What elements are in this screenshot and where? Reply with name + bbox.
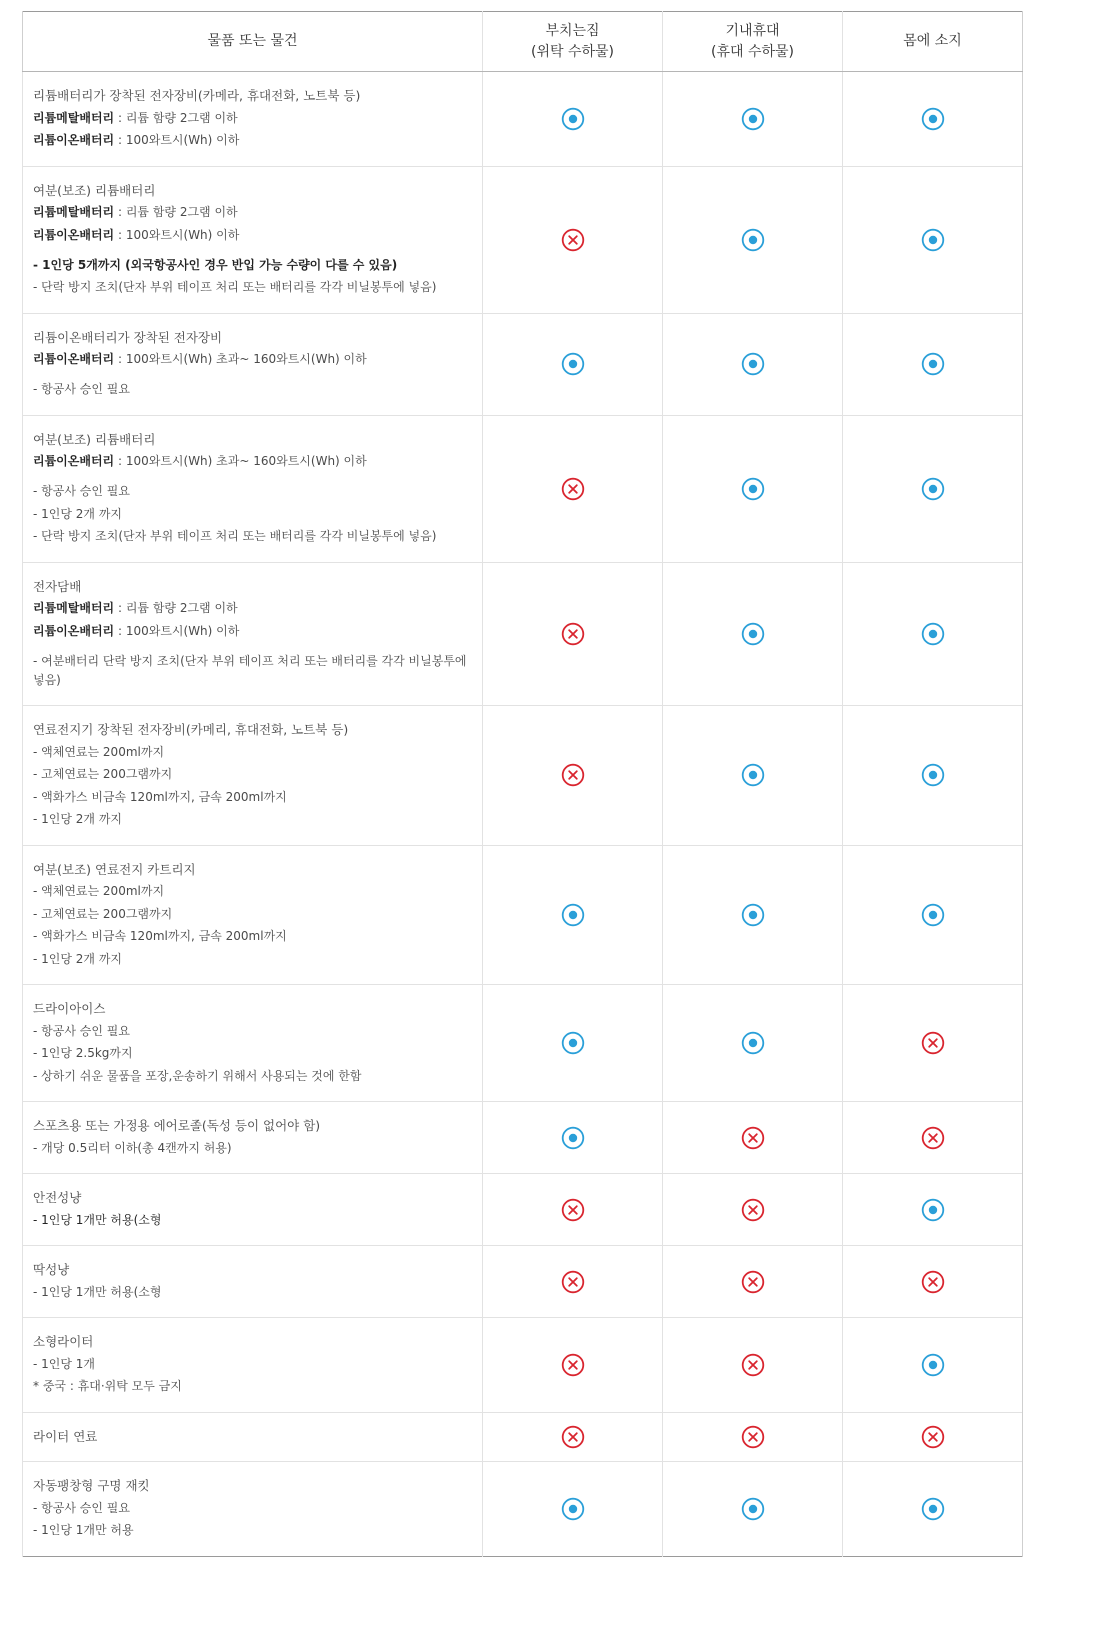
carry-on-status <box>663 706 843 846</box>
item-title: 전자담배 <box>33 578 82 594</box>
battery-type-label: 리튬메탈배터리 <box>33 110 115 125</box>
item-condition: - 1인당 2.5kg까지 <box>33 1046 133 1060</box>
forbidden-icon <box>741 1198 765 1222</box>
checked-baggage-status <box>483 1318 663 1413</box>
table-row <box>23 706 1023 846</box>
table-row <box>23 1102 1023 1174</box>
battery-spec-line <box>33 109 472 128</box>
item-condition: - 단락 방지 조치(단자 부위 테이프 처리 또는 배터리를 각각 비닐봉투에 넣음) <box>33 280 437 294</box>
on-person-status <box>843 1462 1023 1557</box>
item-description-cell <box>23 415 483 562</box>
battery-spec-line <box>33 350 472 369</box>
allowed-icon <box>561 1126 585 1150</box>
on-person-status <box>843 985 1023 1102</box>
on-person-status <box>843 72 1023 167</box>
forbidden-icon <box>741 1270 765 1294</box>
item-description-cell <box>23 1318 483 1413</box>
battery-spec-line <box>33 131 472 150</box>
item-condition: - 고체연료는 200그램까지 <box>33 767 173 781</box>
table-row <box>23 166 1023 313</box>
forbidden-icon <box>561 1198 585 1222</box>
forbidden-icon <box>741 1353 765 1377</box>
forbidden-icon <box>741 1126 765 1150</box>
allowed-icon <box>921 477 945 501</box>
allowed-icon <box>741 903 765 927</box>
allowed-icon <box>561 352 585 376</box>
allowed-icon <box>741 228 765 252</box>
item-condition: - 1인당 5개까지 (외국항공사인 경우 반입 가능 수량이 다를 수 있음) <box>33 257 398 272</box>
header-on-person <box>843 12 1023 72</box>
table-row <box>23 415 1023 562</box>
item-condition: - 액화가스 비금속 120ml까지, 금속 200ml까지 <box>33 929 287 943</box>
battery-limit-text: : 100와트시(Wh) 이하 <box>114 623 240 638</box>
item-description-cell <box>23 985 483 1102</box>
item-title: 연료전지기 장착된 전자장비(카메리, 휴대전화, 노트북 등) <box>33 722 349 737</box>
checked-baggage-status <box>483 313 663 415</box>
forbidden-icon <box>921 1425 945 1449</box>
on-person-status <box>843 313 1023 415</box>
checked-baggage-status <box>483 985 663 1102</box>
item-description-cell <box>23 562 483 706</box>
carry-on-status <box>663 1246 843 1318</box>
battery-limit-text: : 100와트시(Wh) 초과~ 160와트시(Wh) 이하 <box>114 454 367 468</box>
battery-spec-line <box>33 226 472 245</box>
item-condition: - 고체연료는 200그램까지 <box>33 906 173 921</box>
item-title: 리튬배터리가 장착된 전자장비(카메라, 휴대전화, 노트북 등) <box>33 88 361 103</box>
checked-baggage-status <box>483 1412 663 1462</box>
item-description-cell <box>23 706 483 846</box>
item-condition: - 개당 0.5리터 이하(총 4캔까지 허용) <box>33 1140 232 1155</box>
item-condition: * 중국 : 휴대·위탁 모두 금지 <box>33 1379 182 1393</box>
item-condition: - 1인당 2개 까지 <box>33 506 123 521</box>
table-row <box>23 985 1023 1102</box>
allowed-icon <box>921 1198 945 1222</box>
forbidden-icon <box>561 763 585 787</box>
table-row <box>23 72 1023 167</box>
allowed-icon <box>921 622 945 646</box>
carry-on-status <box>663 1462 843 1557</box>
battery-spec-line <box>33 599 472 618</box>
item-description-cell <box>23 1102 483 1174</box>
checked-baggage-status <box>483 1174 663 1246</box>
battery-type-label: 리튬메탈배터리 <box>33 601 115 615</box>
on-person-status <box>843 1174 1023 1246</box>
dangerous-goods-table <box>22 11 1023 1557</box>
forbidden-icon <box>561 1353 585 1377</box>
item-title: 소형라이터 <box>33 1334 94 1349</box>
checked-baggage-status <box>483 72 663 167</box>
forbidden-icon <box>561 622 585 646</box>
forbidden-icon <box>741 1425 765 1449</box>
battery-spec-line <box>33 452 472 471</box>
battery-limit-text: : 100와트시(Wh) 이하 <box>114 133 240 147</box>
item-condition: - 단락 방지 조치(단자 부위 테이프 처리 또는 배터리를 각각 비닐봉투에 넣음) <box>33 529 437 543</box>
battery-limit-text: : 리튬 함량 2그램 이하 <box>114 110 238 125</box>
allowed-icon <box>921 1353 945 1377</box>
allowed-icon <box>741 763 765 787</box>
item-description-cell <box>23 1246 483 1318</box>
item-condition: - 1인당 1개만 허용(소형 <box>33 1284 162 1299</box>
table-body <box>23 72 1023 1557</box>
checked-baggage-status <box>483 562 663 706</box>
item-condition: - 상하기 쉬운 물품을 포장,운송하기 위해서 사용되는 것에 한함 <box>33 1068 362 1083</box>
table-row <box>23 845 1023 985</box>
item-condition: - 액체연료는 200ml까지 <box>33 884 165 898</box>
table-header-row <box>23 12 1023 72</box>
item-title: 여분(보조) 리튬배터리 <box>33 431 156 447</box>
item-condition: - 액화가스 비금속 120ml까지, 금속 200ml까지 <box>33 789 287 804</box>
allowed-icon <box>741 107 765 131</box>
allowed-icon <box>921 352 945 376</box>
allowed-icon <box>561 1031 585 1055</box>
on-person-status <box>843 562 1023 706</box>
item-title: 라이터 연료 <box>33 1428 98 1444</box>
table-row <box>23 562 1023 706</box>
item-condition: - 항공사 승인 필요 <box>33 1500 130 1515</box>
item-condition: - 1인당 1개만 허용(소형 <box>33 1212 162 1227</box>
forbidden-icon <box>561 228 585 252</box>
allowed-icon <box>921 763 945 787</box>
battery-limit-text: : 리튬 함량 2그램 이하 <box>114 205 238 219</box>
carry-on-status <box>663 415 843 562</box>
table-row <box>23 1174 1023 1246</box>
header-checked-line1: 부치는짐 <box>545 22 600 39</box>
item-description-cell <box>23 1412 483 1462</box>
item-condition: - 1인당 1개 <box>33 1356 96 1371</box>
carry-on-status <box>663 72 843 167</box>
battery-type-label: 리튬이온배터리 <box>33 227 115 242</box>
item-description-cell <box>23 1462 483 1557</box>
header-checked-line2: (위탁 수하물) <box>531 43 614 60</box>
item-title: 안전성냥 <box>33 1190 82 1205</box>
allowed-icon <box>741 622 765 646</box>
carry-on-status <box>663 985 843 1102</box>
allowed-icon <box>921 228 945 252</box>
forbidden-icon <box>921 1031 945 1055</box>
header-carryon-line1: 기내휴대 <box>725 22 780 39</box>
item-condition: - 1인당 2개 까지 <box>33 812 123 826</box>
item-description-cell <box>23 845 483 985</box>
item-title: 딱성냥 <box>33 1262 70 1277</box>
allowed-icon <box>561 1497 585 1521</box>
item-description-cell <box>23 1174 483 1246</box>
item-title: 여분(보조) 연료전지 카트리지 <box>33 861 196 877</box>
allowed-icon <box>741 1031 765 1055</box>
table-row <box>23 1462 1023 1557</box>
battery-type-label: 리튬이온배터리 <box>33 133 115 147</box>
item-condition: - 여분배터리 단락 방지 조치(단자 부위 테이프 처리 또는 배터리를 각각 비닐봉투에 넣음) <box>33 653 467 687</box>
header-person-label: 몸에 소지 <box>903 33 962 49</box>
header-carry-on-baggage <box>663 12 843 72</box>
item-condition: - 항공사 승인 필요 <box>33 1023 130 1038</box>
allowed-icon <box>921 107 945 131</box>
item-description-cell <box>23 166 483 313</box>
on-person-status <box>843 1102 1023 1174</box>
battery-type-label: 리튬이온배터리 <box>33 454 115 468</box>
battery-limit-text: : 리튬 함량 2그램 이하 <box>114 601 238 615</box>
header-carryon-line2: (휴대 수하물) <box>711 43 794 60</box>
battery-limit-text: : 100와트시(Wh) 이하 <box>114 227 240 242</box>
carry-on-status <box>663 1102 843 1174</box>
forbidden-icon <box>561 477 585 501</box>
item-title: 리튬이온배터리가 장착된 전자장비 <box>33 329 223 345</box>
battery-type-label: 리튬이온배터리 <box>33 352 115 366</box>
table-row <box>23 1412 1023 1462</box>
forbidden-icon <box>921 1126 945 1150</box>
allowed-icon <box>741 477 765 501</box>
on-person-status <box>843 845 1023 985</box>
carry-on-status <box>663 1318 843 1413</box>
allowed-icon <box>741 1497 765 1521</box>
checked-baggage-status <box>483 1462 663 1557</box>
on-person-status <box>843 1412 1023 1462</box>
battery-type-label: 리튬메탈배터리 <box>33 205 115 219</box>
item-description-cell <box>23 72 483 167</box>
item-description-cell <box>23 313 483 415</box>
on-person-status <box>843 415 1023 562</box>
allowed-icon <box>561 107 585 131</box>
on-person-status <box>843 166 1023 313</box>
on-person-status <box>843 1318 1023 1413</box>
item-condition: - 1인당 2개 까지 <box>33 951 123 966</box>
item-title: 드라이아이스 <box>33 1001 106 1016</box>
header-checked-baggage <box>483 12 663 72</box>
allowed-icon <box>741 352 765 376</box>
battery-spec-line <box>33 622 472 641</box>
item-condition: - 액체연료는 200ml까지 <box>33 744 165 759</box>
forbidden-icon <box>921 1270 945 1294</box>
checked-baggage-status <box>483 166 663 313</box>
on-person-status <box>843 706 1023 846</box>
allowed-icon <box>921 903 945 927</box>
item-title: 여분(보조) 리튬배터리 <box>33 182 156 198</box>
header-item-label: 물품 또는 물건 <box>207 33 298 49</box>
forbidden-icon <box>561 1270 585 1294</box>
item-condition: - 항공사 승인 필요 <box>33 382 130 396</box>
carry-on-status <box>663 1174 843 1246</box>
carry-on-status <box>663 845 843 985</box>
checked-baggage-status <box>483 845 663 985</box>
checked-baggage-status <box>483 1246 663 1318</box>
checked-baggage-status <box>483 415 663 562</box>
table-row <box>23 313 1023 415</box>
checked-baggage-status <box>483 706 663 846</box>
header-item <box>23 12 483 72</box>
item-title: 스포츠용 또는 가정용 에어로졸(독성 등이 없어야 함) <box>33 1118 321 1133</box>
on-person-status <box>843 1246 1023 1318</box>
item-condition: - 항공사 승인 필요 <box>33 484 130 498</box>
battery-spec-line <box>33 203 472 222</box>
forbidden-icon <box>561 1425 585 1449</box>
item-condition: - 1인당 1개만 허용 <box>33 1523 134 1537</box>
carry-on-status <box>663 313 843 415</box>
allowed-icon <box>561 903 585 927</box>
checked-baggage-status <box>483 1102 663 1174</box>
carry-on-status <box>663 166 843 313</box>
battery-limit-text: : 100와트시(Wh) 초과~ 160와트시(Wh) 이하 <box>114 352 367 366</box>
item-title: 자동팽창형 구명 재킷 <box>33 1478 150 1493</box>
table-row <box>23 1318 1023 1413</box>
carry-on-status <box>663 562 843 706</box>
allowed-icon <box>921 1497 945 1521</box>
battery-type-label: 리튬이온배터리 <box>33 623 115 638</box>
carry-on-status <box>663 1412 843 1462</box>
table-row <box>23 1246 1023 1318</box>
